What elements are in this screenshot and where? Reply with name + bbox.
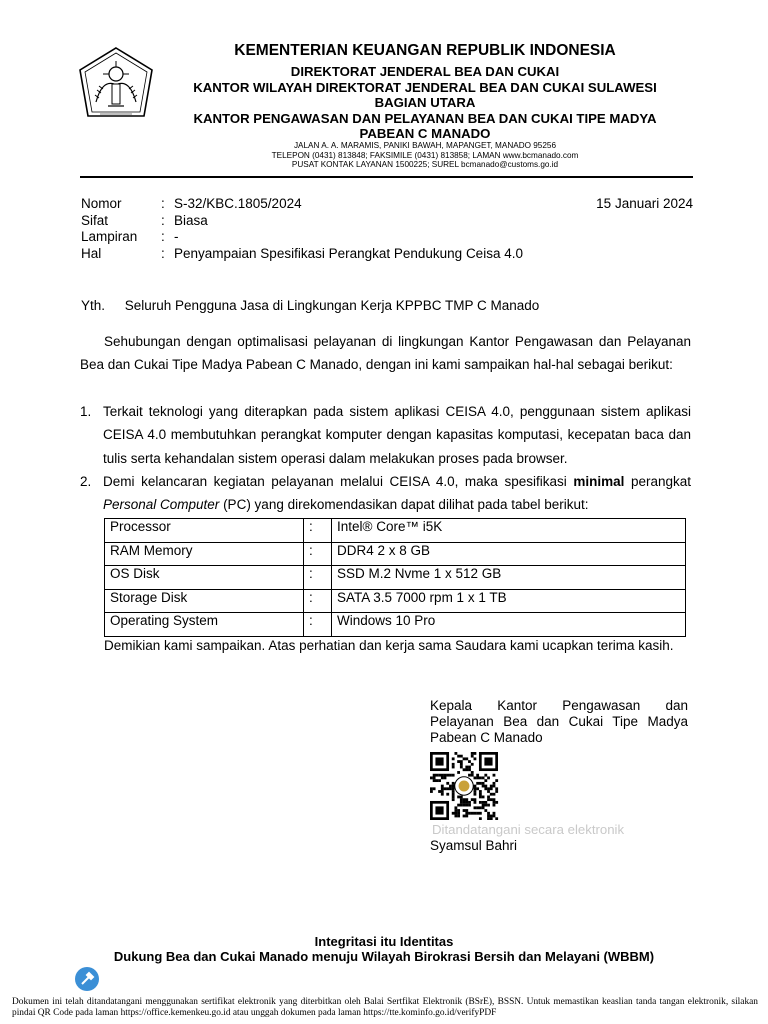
meta-separator: : [161, 245, 165, 261]
spec-separator: : [304, 566, 332, 590]
meta-hal [81, 246, 523, 263]
list-text: Terkait teknologi yang diterapkan pada sistem aplikasi CEISA 4.0, penggunaan sistem aplikasi CEISA 4.0 membutuhkan perangkat komputer dengan kapasitas komputasi, kecepatan baca dan tulis serta kehandalan sistem operasi dalam melakukan proses pada browser. [103, 404, 691, 466]
office-address: JALAN A. A. MARAMIS, PANIKI BAWAH, MAPANGET, MANADO 95256 [293, 141, 557, 150]
office-line2: PABEAN C MANADO [359, 126, 491, 141]
meta-value: S-32/KBC.1805/2024 [174, 196, 302, 211]
spec-row [105, 542, 686, 566]
spec-separator: : [304, 589, 332, 613]
spec-row [105, 613, 686, 637]
spec-item: Processor [105, 519, 304, 543]
letter-meta [81, 196, 523, 262]
bold-run: minimal [573, 474, 625, 489]
office-contact: PUSAT KONTAK LAYANAN 1500225; SUREL bcmanado@customs.go.id [291, 160, 559, 169]
list-number: 1. [80, 404, 92, 419]
spec-row [105, 566, 686, 590]
list-text [103, 470, 691, 517]
spec-item: Storage Disk [105, 589, 304, 613]
letterhead-divider [80, 176, 693, 178]
meta-separator: : [161, 229, 165, 244]
meta-lampiran [81, 229, 523, 246]
spec-row [105, 519, 686, 543]
spec-separator: : [304, 542, 332, 566]
footer-motto-1: Integritasi itu Identitas [314, 934, 454, 949]
signatory-title: Kepala Kantor Pengawasan dan Pelayanan Bea dan Cukai Tipe Madya Pabean C Manado [430, 698, 688, 745]
ministry-of-finance-emblem-icon [72, 44, 160, 132]
letter-date: 15 Januari 2024 [596, 196, 693, 211]
spec-separator: : [304, 613, 332, 637]
directorate-name: DIREKTORAT JENDERAL BEA DAN CUKAI [290, 64, 560, 79]
meta-nomor [81, 196, 523, 213]
text-run: (PC) yang direkomendasikan dapat dilihat pada tabel berikut: [219, 497, 589, 513]
signatory-name: Syamsul Bahri [430, 838, 518, 853]
meta-label: Hal [81, 245, 102, 261]
italic-run: Personal Computer [103, 497, 220, 513]
meta-sifat [81, 213, 523, 230]
regional-office-line2: BAGIAN UTARA [374, 95, 476, 110]
meta-label: Sifat [81, 212, 109, 228]
bsre-certificate-icon [74, 966, 100, 992]
spec-value: Windows 10 Pro [332, 613, 686, 637]
qr-code-icon [430, 752, 502, 820]
office-line1: KANTOR PENGAWASAN DAN PELAYANAN BEA DAN CUKAI TIPE MADYA [193, 110, 657, 126]
esign-disclaimer: Dokumen ini telah ditandatangani menggunakan sertifikat elektronik yang diterbitkan oleh Balai Sertfikat Elektronik (BSrE), BSSN. Untuk memastikan keaslian tanda tangan elektronik, silakan pindai QR Code pada laman https://office.kemenkeu.go.id atau unggah dokumen pada laman https://tte.kominfo.go.id/verifyPDF [12, 997, 758, 1018]
regional-office-line1: KANTOR WILAYAH DIREKTORAT JENDERAL BEA DAN CUKAI SULAWESI [193, 79, 657, 95]
ministry-name: KEMENTERIAN KEUANGAN REPUBLIK INDONESIA [234, 42, 616, 59]
spec-value: SSD M.2 Nvme 1 x 512 GB [332, 566, 686, 590]
text-run: perangkat [624, 474, 691, 489]
spec-table [104, 518, 686, 637]
spec-item: OS Disk [105, 566, 304, 590]
spec-value: Intel® Core™ i5K [332, 519, 686, 543]
text-run: Demi kelancaran kegiatan pelayanan melalui CEISA 4.0, maka spesifikasi [103, 474, 574, 489]
letterhead-office-block [160, 64, 690, 142]
meta-value: Biasa [174, 212, 208, 228]
addressee [81, 298, 539, 313]
meta-label: Lampiran [81, 229, 138, 244]
addressee-text: Seluruh Pengguna Jasa di Lingkungan Kerja KPPBC TMP C Manado [124, 298, 540, 313]
meta-value: - [174, 229, 179, 244]
meta-label: Nomor [81, 196, 122, 211]
meta-separator: : [161, 196, 165, 211]
addressee-label: Yth. [81, 298, 106, 313]
intro-paragraph: Sehubungan dengan optimalisasi pelayanan di lingkungan Kantor Pengawasan dan Pelayanan Bea dan Cukai Tipe Madya Pabean C Manado, dengan ini kami sampaikan hal-hal sebagai berikut: [80, 334, 691, 373]
spec-item: Operating System [105, 613, 304, 637]
spec-value: SATA 3.5 7000 rpm 1 x 1 TB [332, 589, 686, 613]
letterhead-contact-block [160, 141, 690, 170]
spec-row [105, 589, 686, 613]
list-number: 2. [80, 474, 92, 489]
meta-value: Penyampaian Spesifikasi Perangkat Pendukung Ceisa 4.0 [174, 245, 523, 261]
office-phone: TELEPON (0431) 813848; FAKSIMILE (0431) 813858; LAMAN www.bcmanado.com [271, 150, 579, 160]
spec-separator: : [304, 519, 332, 543]
esign-note: Ditandatangani secara elektronik [432, 822, 625, 837]
footer-motto-2: Dukung Bea dan Cukai Manado menuju Wilayah Birokrasi Bersih dan Melayani (WBBM) [113, 949, 655, 964]
closing-paragraph: Demikian kami sampaikan. Atas perhatian dan kerja sama Saudara kami ucapkan terima kasih. [104, 638, 674, 653]
meta-separator: : [161, 212, 165, 228]
spec-value: DDR4 2 x 8 GB [332, 542, 686, 566]
spec-item: RAM Memory [105, 542, 304, 566]
